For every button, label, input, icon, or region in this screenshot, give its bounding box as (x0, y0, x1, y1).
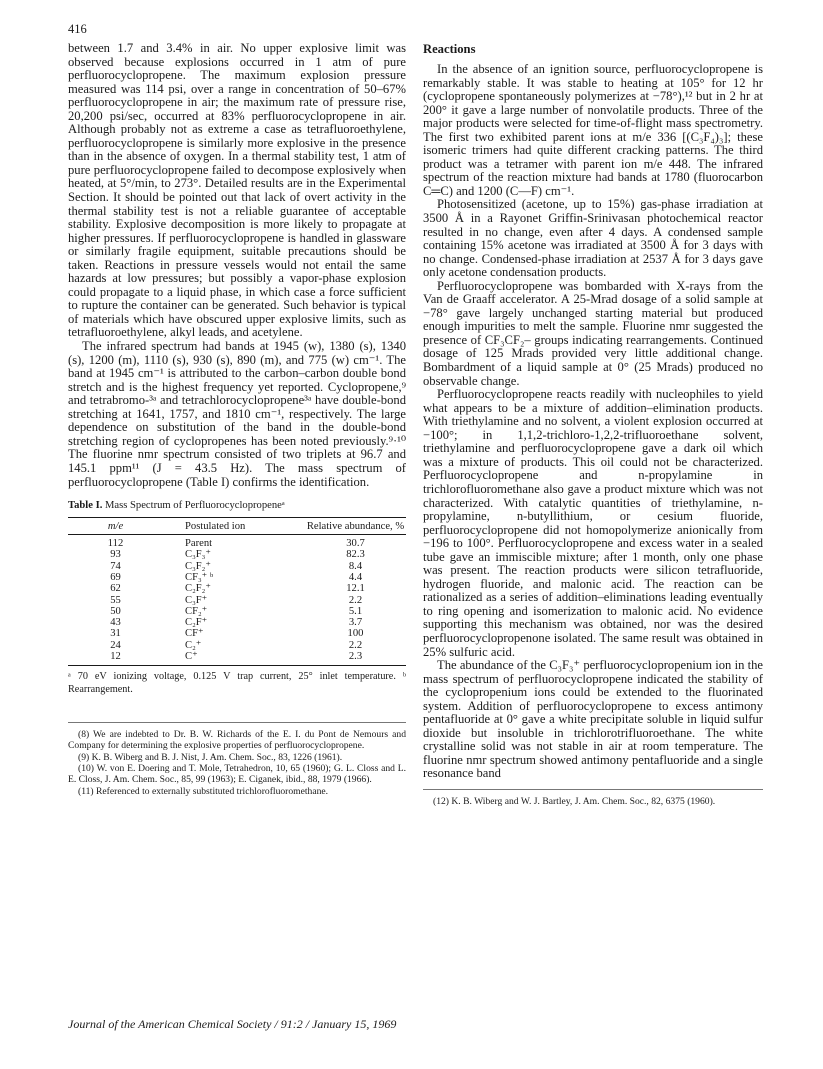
cell-ion: C₂F⁺ (185, 617, 208, 629)
cell-abundance: 8.4 (348, 560, 363, 572)
table-row (68, 549, 406, 560)
cell-mz: 24 (110, 639, 121, 651)
cell-mz: 62 (110, 583, 121, 595)
body-paragraph: between 1.7 and 3.4% in air. No upper explosive limit was observed because explosions occurred in 1 atm of pure perfluorocyclopropene. The maximum explosion pressure measured was 114 psi, over a range in concentration of 50–67% perfluorocyclopropene in air; the maximum rate of pressure rise, 20,200 psi/sec, occurred at 83% perfluorocyclopropene in air. Although probably not as extreme a case as tetrafluoroethylene, perfluorocyclopropene is similarly more explosive in the presence than in the absence of oxygen. In a thermal stability test, 1 atm of pure perfluorocyclopropene failed to decompose explosively when heated, at 5°/min, to 273°. Detailed results are in the Experimental Section. It should be pointed out that lack of overt activity in the thermal stability test is not a reliable guarantee of acceptable stability. Explosive decomposition is more likely to propagate at higher pressures. If perfluorocyclopropene is handled in glassware or similarly fragile equipment, suitable precautions should be taken. Reactions in pressure vessels would not entail the same hazards at low pressures; but possibly a vapor-phase explosion could propagate to a liquid phase, in which case a force sufficient to rupture the container can be generated. Such behavior is typical of materials which have obscured upper explosive limits, such as tetrafluoroethylene, alkyl leads, and acetylene. (68, 41, 406, 340)
cell-ion: C₃F₂⁺ (185, 560, 211, 572)
column-header-ion: Postulated ion (185, 521, 246, 533)
left-column (68, 42, 406, 797)
journal-footer: Journal of the American Chemical Society / 91:2 / January 15, 1969 (68, 1017, 397, 1031)
table-row (68, 572, 406, 583)
cell-mz: 69 (110, 571, 121, 583)
table-row (68, 583, 406, 594)
table-label: Table I. (68, 500, 103, 512)
cell-ion: CF₂⁺ (185, 605, 208, 617)
cell-abundance: 2.2 (348, 594, 363, 606)
section-heading: Reactions (423, 42, 476, 56)
cell-ion: C₃F₃⁺ (185, 549, 211, 561)
cell-mz: 112 (107, 538, 124, 550)
table-row (68, 651, 406, 666)
cell-mz: 55 (110, 594, 121, 606)
table-row (68, 617, 406, 628)
cell-abundance: 2.3 (348, 651, 363, 663)
body-paragraph: In the absence of an ignition source, perfluorocyclopropene is remarkably stable. It was stable to heating at 105° for 12 hr (cyclopropene spontaneously polymerizes at −78°),¹² but in 2 hr at 200° it gave a large number of nonvolatile products. Three of the major products were selected for time-of-flight mass spectrometry. The first two exhibited parent ions at m/e 336 [(C₃F₄)₃]; these isomeric trimers had quite different cracking patterns. The third product was a tetramer with parent ion m/e 448. The infrared spectrum of the reaction mixture had bands at 1780 (fluorocarbon C═C) and 1200 (C—F) cm⁻¹. (423, 62, 763, 198)
table-row (68, 561, 406, 572)
table-row (68, 640, 406, 651)
cell-mz: 93 (110, 549, 121, 561)
cell-mz: 31 (110, 628, 121, 640)
cell-abundance: 82.3 (346, 549, 365, 561)
cell-ion: C₂F₂⁺ (185, 583, 211, 595)
reference-item: (8) We are indebted to Dr. B. W. Richards of the E. I. du Pont de Nemours and Company for determining the explosive properties of perfluorocyclopropene. (68, 728, 406, 752)
cell-ion: CF₃⁺ ᵇ (185, 571, 214, 583)
cell-abundance: 30.7 (346, 538, 365, 550)
cell-abundance: 4.4 (348, 571, 363, 583)
column-header-mz: m/e (107, 521, 124, 533)
body-paragraph: Perfluorocyclopropene was bombarded with X-rays from the Van de Graaff accelerator. A 25-Mrad dosage of a solid sample at −78° gave largely unchanged starting material but produced enough impurities to melt the sample. Fluorine nmr suggested the presence of CF₃CF₂– groups indicating rearrangements. Continued dosage of 125 Mrads provided very little additional change. Bombardment of a liquid sample at 0° (25 Mrads) produced no observable change. (423, 278, 763, 388)
table-title: Mass Spectrum of Perfluorocyclopropeneᵃ (105, 500, 285, 512)
table-row (68, 606, 406, 617)
table-row (68, 595, 406, 606)
reference-item: (10) W. von E. Doering and T. Mole, Tetrahedron, 10, 65 (1960); G. L. Closs and L. E. Closs, J. Am. Chem. Soc., 85, 99 (1963); E. Ciganek, ibid., 88, 1979 (1966). (68, 762, 406, 786)
table-body (68, 535, 406, 666)
table-row (68, 628, 406, 639)
cell-mz: 43 (110, 617, 121, 629)
table-caption (68, 499, 406, 512)
table-header-row (68, 518, 406, 535)
cell-ion: CF⁺ (185, 628, 204, 640)
table-row (68, 535, 406, 550)
table-footnote: ᵃ 70 eV ionizing voltage, 0.125 V trap current, 25° inlet temperature. ᵇ Rearrangement. (68, 671, 406, 695)
cell-ion: C₂⁺ (185, 639, 202, 651)
mass-spectrum-table (68, 517, 406, 666)
references-left (68, 722, 406, 797)
cell-abundance: 2.2 (348, 639, 363, 651)
cell-mz: 12 (110, 651, 121, 663)
cell-ion: C₃F⁺ (185, 594, 208, 606)
cell-abundance: 100 (347, 628, 364, 640)
body-paragraph: Photosensitized (acetone, up to 15%) gas-phase irradiation at 3500 Å in a Rayonet Griffin-Srinivasan photochemical reactor resulted in no change, even after 4 days. A condensed sample containing 15% acetone was irradiated at 3500 Å for 3 days with no change. Condensed-phase irradiation at 2537 Å for 3 days gave only acetone condensation products. (423, 197, 763, 280)
cell-abundance: 12.1 (346, 583, 365, 595)
body-paragraph: The infrared spectrum had bands at 1945 (w), 1380 (s), 1340 (s), 1200 (m), 1110 (s), 930 (s), 890 (m), and 775 (w) cm⁻¹. The band at 1945 cm⁻¹ is attributed to the carbon–carbon double bond stretch and is the highest frequency yet reported. Cyclopropene,⁹ and tetrabromo-³ᵃ and tetrachlorocyclopropene³ᵃ have double-bond stretching at 1641, 1757, and 1810 cm⁻¹, respectively. The large dependence on substitution of the band in the double-bond stretching region of cyclopropenes has been noted previously.⁹·¹⁰ The fluorine nmr spectrum consisted of two triplets at 96.7 and 145.1 ppm¹¹ (J = 43.5 Hz). The mass spectrum of perfluorocyclopropene (Table I) confirms the identification. (68, 339, 406, 489)
reference-item: (9) K. B. Wiberg and B. J. Nist, J. Am. Chem. Soc., 83, 1226 (1961). (78, 751, 343, 763)
reference-item: (12) K. B. Wiberg and W. J. Bartley, J. Am. Chem. Soc., 82, 6375 (1960). (433, 795, 716, 807)
right-column (423, 42, 763, 807)
cell-abundance: 5.1 (348, 605, 363, 617)
body-paragraph: The abundance of the C₃F₃⁺ perfluorocyclopropenium ion in the mass spectrum of perfluorocyclopropene indicated the stability of the cyclopropenium ions could be extended to the fluorinated system. Addition of perfluorocyclopropene to excess antimony pentafluoride at 0° gave a white precipitate soluble in liquid sulfur dioxide but insoluble in trichlorotrifluoroethane. The white crystalline solid was not stable in air at room temperature. The fluorine nmr spectrum showed antimony pentafluoride and a single resonance band (423, 658, 763, 781)
reference-item: (11) Referenced to externally substituted trichlorofluoromethane. (78, 785, 329, 797)
cell-ion: C⁺ (185, 651, 198, 663)
cell-abundance: 3.7 (348, 617, 363, 629)
references-right (423, 789, 763, 807)
column-header-abundance: Relative abundance, % (306, 521, 405, 533)
page-number: 416 (68, 22, 87, 36)
cell-ion: Parent (185, 538, 213, 550)
cell-mz: 50 (110, 605, 121, 617)
cell-mz: 74 (110, 560, 121, 572)
body-paragraph: Perfluorocyclopropene reacts readily with nucleophiles to yield what appears to be a mixture of addition–elimination products. With triethylamine and no solvent, a violent explosion occurred at −100°; in 1,1,2-trichloro-1,2,2-trifluoroethane solvent, triethylamine and perfluorocyclopropene gave a dark oil which was a mixture of products. This oil could not be characterized. Perfluorocyclopropene and n-propylamine in trichlorofluoromethane also gave a product mixture which was not characterized. With catalytic quantities of triethylamine, n-propylamine, n-butyllithium, or cesium fluoride, perfluorocyclopropene did not homopolymerize anionically from −196 to 100°. Perfluorocyclopropene and excess water in a sealed tube gave an immiscible mixture; after 1 month, only one phase was present. The reaction products were silicon tetrafluoride, hydrogen fluoride, and malonic acid. The reaction can be rationalized as a series of addition–eliminations leading eventually to ring opening and isomerization to malonic acid. No evidence supporting this mechanism was obtained, nor was the desired perfluorocyclopropenone isolated. The same result was obtained in 25% sulfuric acid. (423, 387, 763, 659)
